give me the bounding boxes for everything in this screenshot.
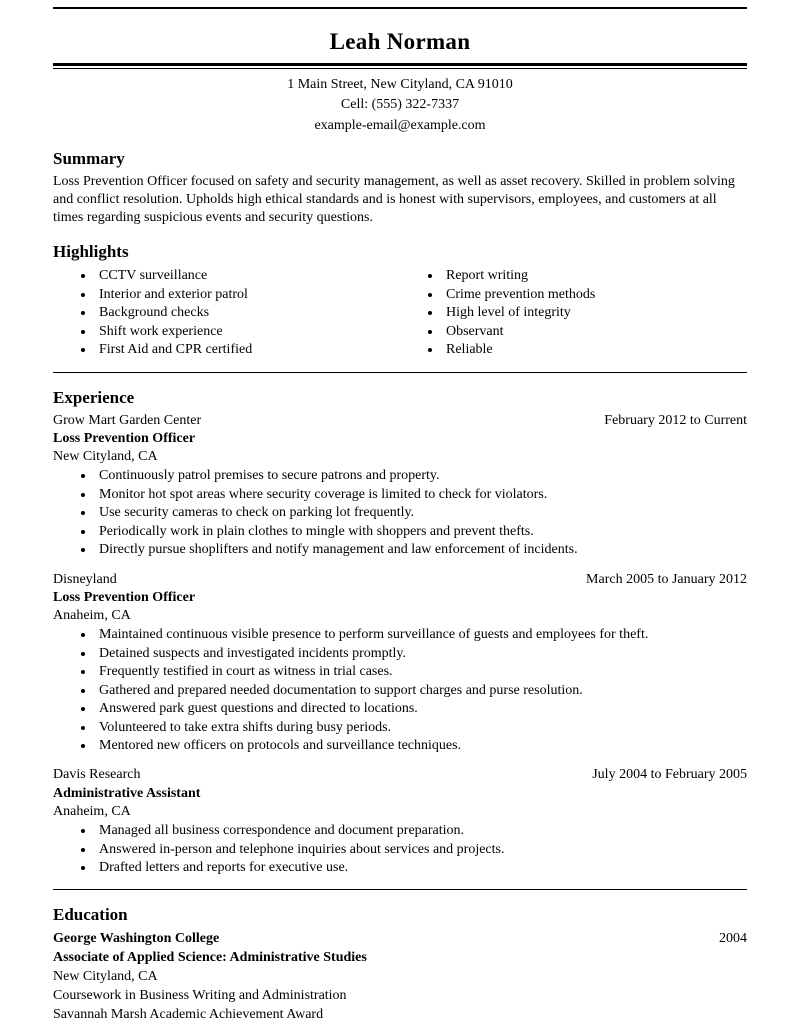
job-bullet: • Answered park guest questions and directed to locations. xyxy=(95,700,747,718)
job-bullet: • Gathered and prepared needed documentation to support charges and purse resolution. xyxy=(95,682,747,700)
job-bullet: • Mentored new officers on protocols and surveillance techniques. xyxy=(95,737,747,755)
highlight-item: • Shift work experience xyxy=(95,323,400,341)
job-bullet: • Maintained continuous visible presence to perform surveillance of guests and employees for theft. xyxy=(95,626,747,644)
candidate-name: Leah Norman xyxy=(329,29,471,54)
job-header-row xyxy=(53,412,747,430)
highlights-columns xyxy=(53,267,747,359)
job-title: Loss Prevention Officer xyxy=(53,430,196,446)
job-entry xyxy=(53,412,747,560)
job-company: Davis Research xyxy=(53,767,141,783)
education-school: George Washington College xyxy=(53,930,220,946)
job-dates: March 2005 to January 2012 xyxy=(586,571,747,587)
education-entry xyxy=(53,930,747,1025)
education-award: Savannah Marsh Academic Achievement Award xyxy=(53,1007,324,1023)
experience-heading: Experience xyxy=(53,387,135,407)
job-title: Administrative Assistant xyxy=(53,785,201,801)
job-company: Disneyland xyxy=(53,571,117,587)
contact-address: 1 Main Street, New Cityland, CA 91010 xyxy=(287,76,513,92)
job-bullet: • Periodically work in plain clothes to mingle with shoppers and prevent thefts. xyxy=(95,523,747,541)
job-bullet-list xyxy=(53,626,747,755)
highlights-heading: Highlights xyxy=(53,242,129,262)
job-dates: February 2012 to Current xyxy=(604,412,747,428)
highlights-right-list xyxy=(400,267,747,359)
top-divider xyxy=(53,7,747,9)
job-entry xyxy=(53,766,747,877)
contact-phone: Cell: (555) 322-7337 xyxy=(340,97,460,113)
job-bullet: • Frequently testified in court as witness in trial cases. xyxy=(95,663,747,681)
job-bullet: • Continuously patrol premises to secure patrons and property. xyxy=(95,467,747,485)
section-divider-experience xyxy=(53,372,747,373)
highlight-item: • CCTV surveillance xyxy=(95,267,400,285)
highlight-item: • Observant xyxy=(442,323,747,341)
job-location: New Cityland, CA xyxy=(53,449,158,465)
highlight-item: • First Aid and CPR certified xyxy=(95,341,400,359)
job-bullet: • Volunteered to take extra shifts during busy periods. xyxy=(95,719,747,737)
education-heading: Education xyxy=(53,905,128,925)
highlight-item: • Background checks xyxy=(95,304,400,322)
job-bullet: • Drafted letters and reports for executive use. xyxy=(95,859,747,877)
name-divider xyxy=(53,63,747,69)
summary-text: Loss Prevention Officer focused on safety and security management, as well as asset recovery. Skilled in problem solving and conflict resolution. Upholds high ethical standards and is honest with supervisors, employees, and customers at all times regarding suspicious events and security questions. xyxy=(53,174,735,226)
contact-block xyxy=(53,76,747,135)
job-location: Anaheim, CA xyxy=(53,608,131,624)
job-entry xyxy=(53,571,747,756)
contact-email: example-email@example.com xyxy=(314,117,486,133)
job-bullet-list xyxy=(53,822,747,877)
highlight-item: • Reliable xyxy=(442,341,747,359)
job-bullet: • Answered in-person and telephone inquiries about services and projects. xyxy=(95,841,747,859)
education-coursework: Coursework in Business Writing and Administration xyxy=(53,988,347,1004)
education-header-row xyxy=(53,930,747,948)
job-bullet: • Monitor hot spot areas where security coverage is limited to check for violators. xyxy=(95,486,747,504)
highlights-left-list xyxy=(53,267,400,359)
job-bullet: • Use security cameras to check on parking lot frequently. xyxy=(95,504,747,522)
job-header-row xyxy=(53,766,747,784)
summary-heading: Summary xyxy=(53,149,125,169)
highlight-item: • High level of integrity xyxy=(442,304,747,322)
highlight-item: • Interior and exterior patrol xyxy=(95,286,400,304)
job-bullet: • Managed all business correspondence and document preparation. xyxy=(95,822,747,840)
highlight-item: • Crime prevention methods xyxy=(442,286,747,304)
education-location: New Cityland, CA xyxy=(53,968,158,984)
section-divider-education xyxy=(53,889,747,890)
highlight-item: • Report writing xyxy=(442,267,747,285)
job-company: Grow Mart Garden Center xyxy=(53,412,202,428)
job-dates: July 2004 to February 2005 xyxy=(592,767,747,783)
job-bullet: • Directly pursue shoplifters and notify management and law enforcement of incidents. xyxy=(95,541,747,559)
job-header-row xyxy=(53,571,747,589)
job-bullet-list xyxy=(53,467,747,559)
education-degree: Associate of Applied Science: Administrative Studies xyxy=(53,949,367,965)
job-bullet: • Detained suspects and investigated incidents promptly. xyxy=(95,645,747,663)
job-title: Loss Prevention Officer xyxy=(53,589,196,605)
education-year: 2004 xyxy=(719,930,747,946)
job-location: Anaheim, CA xyxy=(53,803,131,819)
